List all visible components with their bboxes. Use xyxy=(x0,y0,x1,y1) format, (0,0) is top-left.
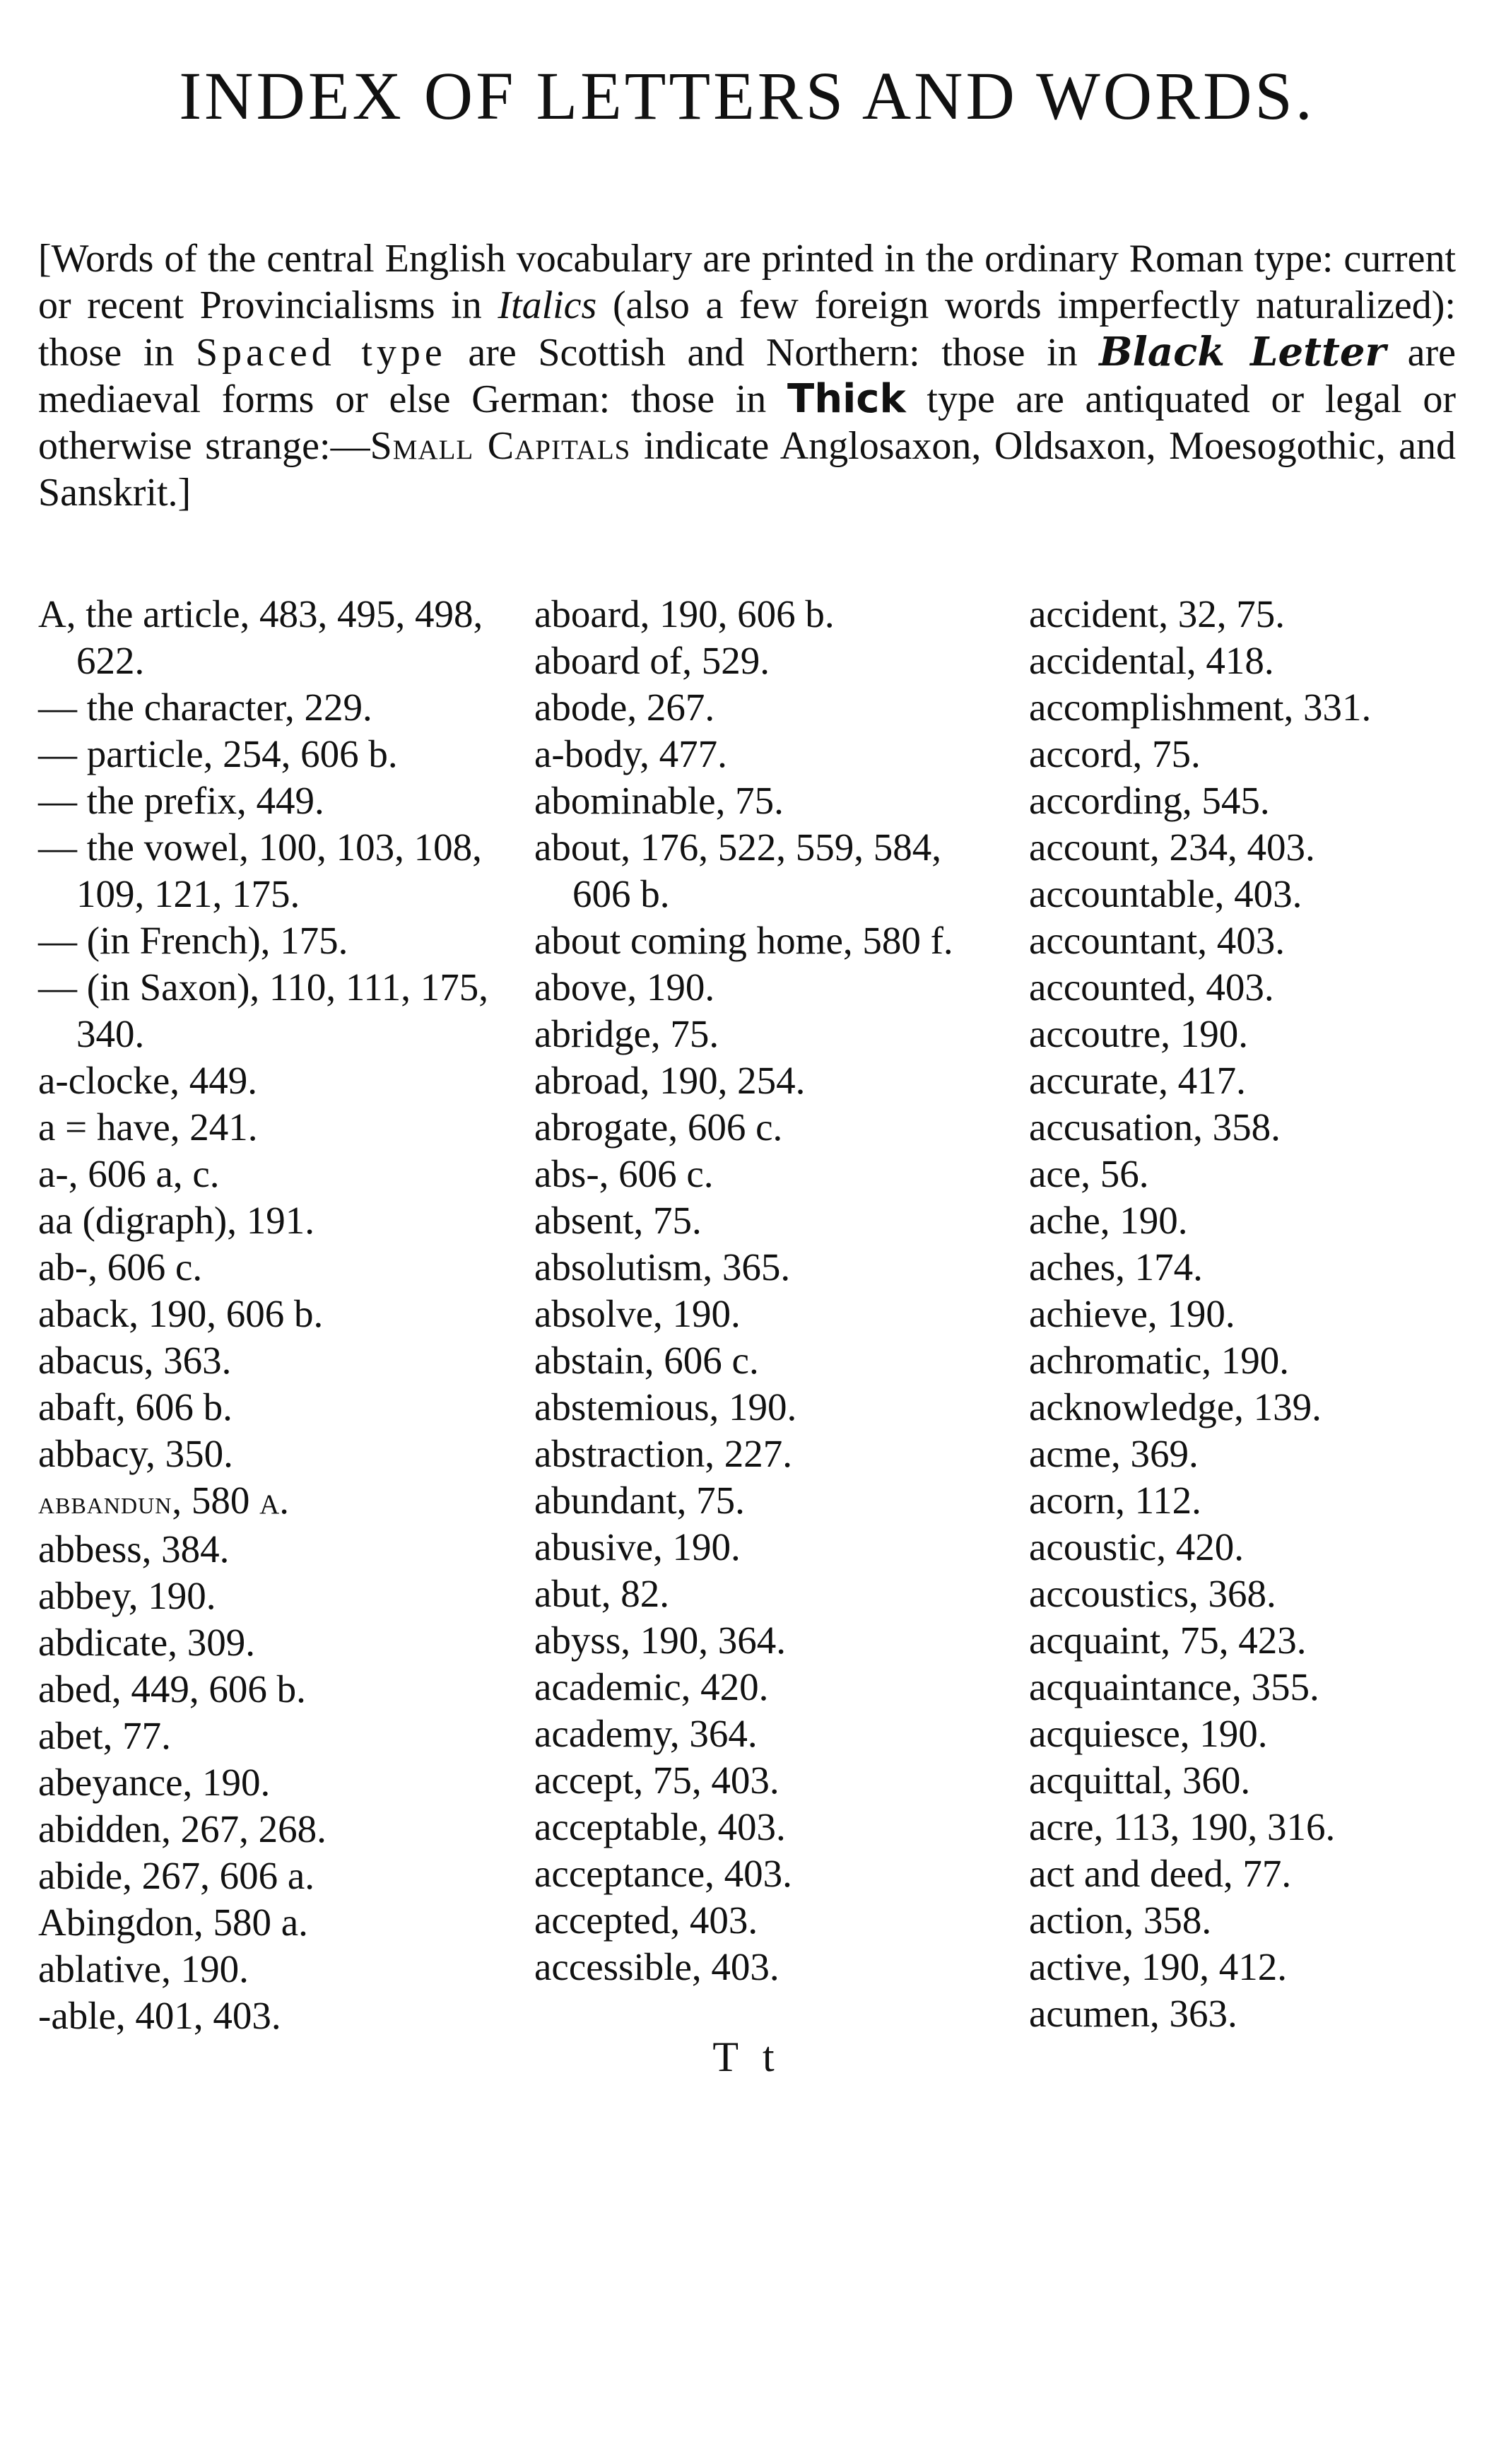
index-entry: abyss, 190, 364. xyxy=(534,1619,786,1662)
index-entry: aboard of, 529. xyxy=(534,639,770,682)
index-entry: accounted, 403. xyxy=(1029,966,1274,1009)
index-columns xyxy=(0,591,1494,2075)
index-entry-small-caps-head: abbandun xyxy=(38,1484,172,1520)
page-title: INDEX OF LETTERS AND WORDS. xyxy=(179,58,1315,134)
preface-text-4: are mediaeval forms or else German: those in xyxy=(38,331,1457,421)
index-entry: acquittal, 360. xyxy=(1029,1759,1251,1802)
index-entry-small-caps-ref: , 580 a. xyxy=(172,1479,290,1522)
index-entry: abridge, 75. xyxy=(534,1012,719,1055)
index-entry: abominable, 75. xyxy=(534,779,784,822)
index-entry: abide, 267, 606 a. xyxy=(38,1854,315,1897)
index-entry: achieve, 190. xyxy=(1029,1292,1235,1335)
index-entry: abusive, 190. xyxy=(534,1525,741,1568)
index-entry: absent, 75. xyxy=(534,1199,702,1242)
index-entry: ache, 190. xyxy=(1029,1199,1188,1242)
preface-spaced-sample: Spaced type xyxy=(196,331,447,375)
index-entry: acre, 113, 190, 316. xyxy=(1029,1805,1336,1848)
index-entry: abed, 449, 606 b. xyxy=(38,1667,306,1711)
preface-italics-sample: Italics xyxy=(498,283,597,327)
index-entry: abbess, 384. xyxy=(38,1527,230,1571)
preface-text-2: (also a few foreign words imperfectly naturalized): those in xyxy=(38,283,1456,375)
index-entry: — the prefix, 449. xyxy=(38,779,324,822)
index-entry: absolve, 190. xyxy=(534,1292,741,1335)
signature-mark: T t xyxy=(712,2034,782,2080)
index-entry: acknowledge, 139. xyxy=(1029,1385,1322,1428)
index-entry: ablative, 190. xyxy=(38,1947,249,1990)
index-entry: abrogate, 606 c. xyxy=(534,1105,783,1149)
index-entry: aback, 190, 606 b. xyxy=(38,1292,324,1335)
index-entry: accomplishment, 331. xyxy=(1029,686,1372,729)
index-entry: accord, 75. xyxy=(1029,732,1201,775)
index-entry: above, 190. xyxy=(534,966,715,1009)
index-entry: abstain, 606 c. xyxy=(534,1339,759,1382)
index-entry: abbey, 190. xyxy=(38,1574,216,1617)
index-entry: accept, 75, 403. xyxy=(534,1759,780,1802)
index-entry: abbacy, 350. xyxy=(38,1432,233,1475)
index-entry: academy, 364. xyxy=(534,1712,758,1755)
index-entry: aboard, 190, 606 b. xyxy=(534,592,835,635)
index-entry: about coming home, 580 f. xyxy=(534,919,953,962)
index-entry: abode, 267. xyxy=(534,686,715,729)
preface-black-letter-sample: Black Letter xyxy=(1099,329,1387,375)
index-entry: Abingdon, 580 a. xyxy=(38,1901,308,1944)
index-entry: abstemious, 190. xyxy=(534,1385,797,1428)
index-entry: — (in French), 175. xyxy=(38,919,348,962)
index-entry: abeyance, 190. xyxy=(38,1761,271,1804)
preface-text-6: indicate Anglosaxon, Oldsaxon, Moesogothic, and Sanskrit.] xyxy=(38,424,1457,515)
index-entry: accountant, 403. xyxy=(1029,919,1285,962)
index-entry: abroad, 190, 254. xyxy=(534,1059,806,1102)
index-entry: — (in Saxon), 110, 111, 175, 340. xyxy=(38,966,489,1055)
index-entry: abacus, 363. xyxy=(38,1339,232,1382)
index-entry: abet, 77. xyxy=(38,1714,171,1757)
index-entry: achromatic, 190. xyxy=(1029,1339,1290,1382)
index-entry: a = have, 241. xyxy=(38,1105,258,1149)
index-entry: absolutism, 365. xyxy=(534,1245,791,1289)
index-entry: accurate, 417. xyxy=(1029,1059,1246,1102)
index-entry: abs-, 606 c. xyxy=(534,1152,714,1195)
index-entry-small-caps xyxy=(38,1477,499,1526)
index-column-2 xyxy=(534,591,994,1990)
index-entry: acquaintance, 355. xyxy=(1029,1665,1319,1708)
index-entry: — the character, 229. xyxy=(38,686,372,729)
index-entry: accusation, 358. xyxy=(1029,1105,1281,1149)
index-column-3 xyxy=(1029,591,1467,2037)
index-entry: aches, 174. xyxy=(1029,1245,1203,1289)
index-entry: abundant, 75. xyxy=(534,1479,745,1522)
index-entry: according, 545. xyxy=(1029,779,1270,822)
index-entry: action, 358. xyxy=(1029,1899,1212,1942)
index-entry: -able, 401, 403. xyxy=(38,1994,281,2037)
index-entry: active, 190, 412. xyxy=(1029,1945,1288,1988)
index-entry: accountable, 403. xyxy=(1029,872,1302,915)
index-entry: acorn, 112. xyxy=(1029,1479,1201,1522)
index-entry: aa (digraph), 191. xyxy=(38,1199,314,1242)
index-entry: acceptance, 403. xyxy=(534,1852,792,1895)
preface-text-3: are Scottish and Northern: those in xyxy=(446,331,1100,375)
index-entry: A, the article, 483, 495, 498, 622. xyxy=(38,592,483,682)
index-entry: accident, 32, 75. xyxy=(1029,592,1285,635)
index-entry: acquiesce, 190. xyxy=(1029,1712,1268,1755)
index-column-1 xyxy=(38,591,499,2039)
index-entry: abaft, 606 b. xyxy=(38,1385,233,1428)
index-entry: about, 176, 522, 559, 584, 606 b. xyxy=(534,826,941,915)
index-entry: ace, 56. xyxy=(1029,1152,1149,1195)
index-entry: abstraction, 227. xyxy=(534,1432,793,1475)
index-entry: acceptable, 403. xyxy=(534,1805,786,1848)
index-entry: acme, 369. xyxy=(1029,1432,1199,1475)
index-entry: — the vowel, 100, 103, 108, 109, 121, 175. xyxy=(38,826,482,915)
index-entry: accoutre, 190. xyxy=(1029,1012,1248,1055)
index-entry: acquaint, 75, 423. xyxy=(1029,1619,1307,1662)
index-entry: accoustics, 368. xyxy=(1029,1572,1276,1615)
index-entry: a-body, 477. xyxy=(534,732,727,775)
index-entry: act and deed, 77. xyxy=(1029,1852,1292,1895)
preface-small-caps-sample: Small Capitals xyxy=(370,424,631,468)
preface-text-5: type are antiquated or legal or otherwise strange:— xyxy=(38,377,1457,468)
index-entry: a-, 606 a, c. xyxy=(38,1152,220,1195)
index-entry: accepted, 403. xyxy=(534,1899,758,1942)
index-entry: abut, 82. xyxy=(534,1572,669,1615)
index-entry: accessible, 403. xyxy=(534,1945,780,1988)
index-entry: academic, 420. xyxy=(534,1665,769,1708)
index-entry: ab-, 606 c. xyxy=(38,1245,203,1289)
preface-thick-sample: Thick xyxy=(787,376,906,422)
index-entry: acumen, 363. xyxy=(1029,1992,1237,2035)
index-entry: — particle, 254, 606 b. xyxy=(38,732,398,775)
index-entry: accidental, 418. xyxy=(1029,639,1274,682)
preface-note xyxy=(38,235,1456,516)
index-entry: account, 234, 403. xyxy=(1029,826,1315,869)
preface-text-1: [Words of the central English vocabulary are printed in the ordinary Roman type: current or recent Provincialisms in xyxy=(38,237,1456,327)
index-entry: acoustic, 420. xyxy=(1029,1525,1244,1568)
index-entry: abidden, 267, 268. xyxy=(38,1807,327,1850)
index-entry: abdicate, 309. xyxy=(38,1621,255,1664)
index-entry: a-clocke, 449. xyxy=(38,1059,257,1102)
